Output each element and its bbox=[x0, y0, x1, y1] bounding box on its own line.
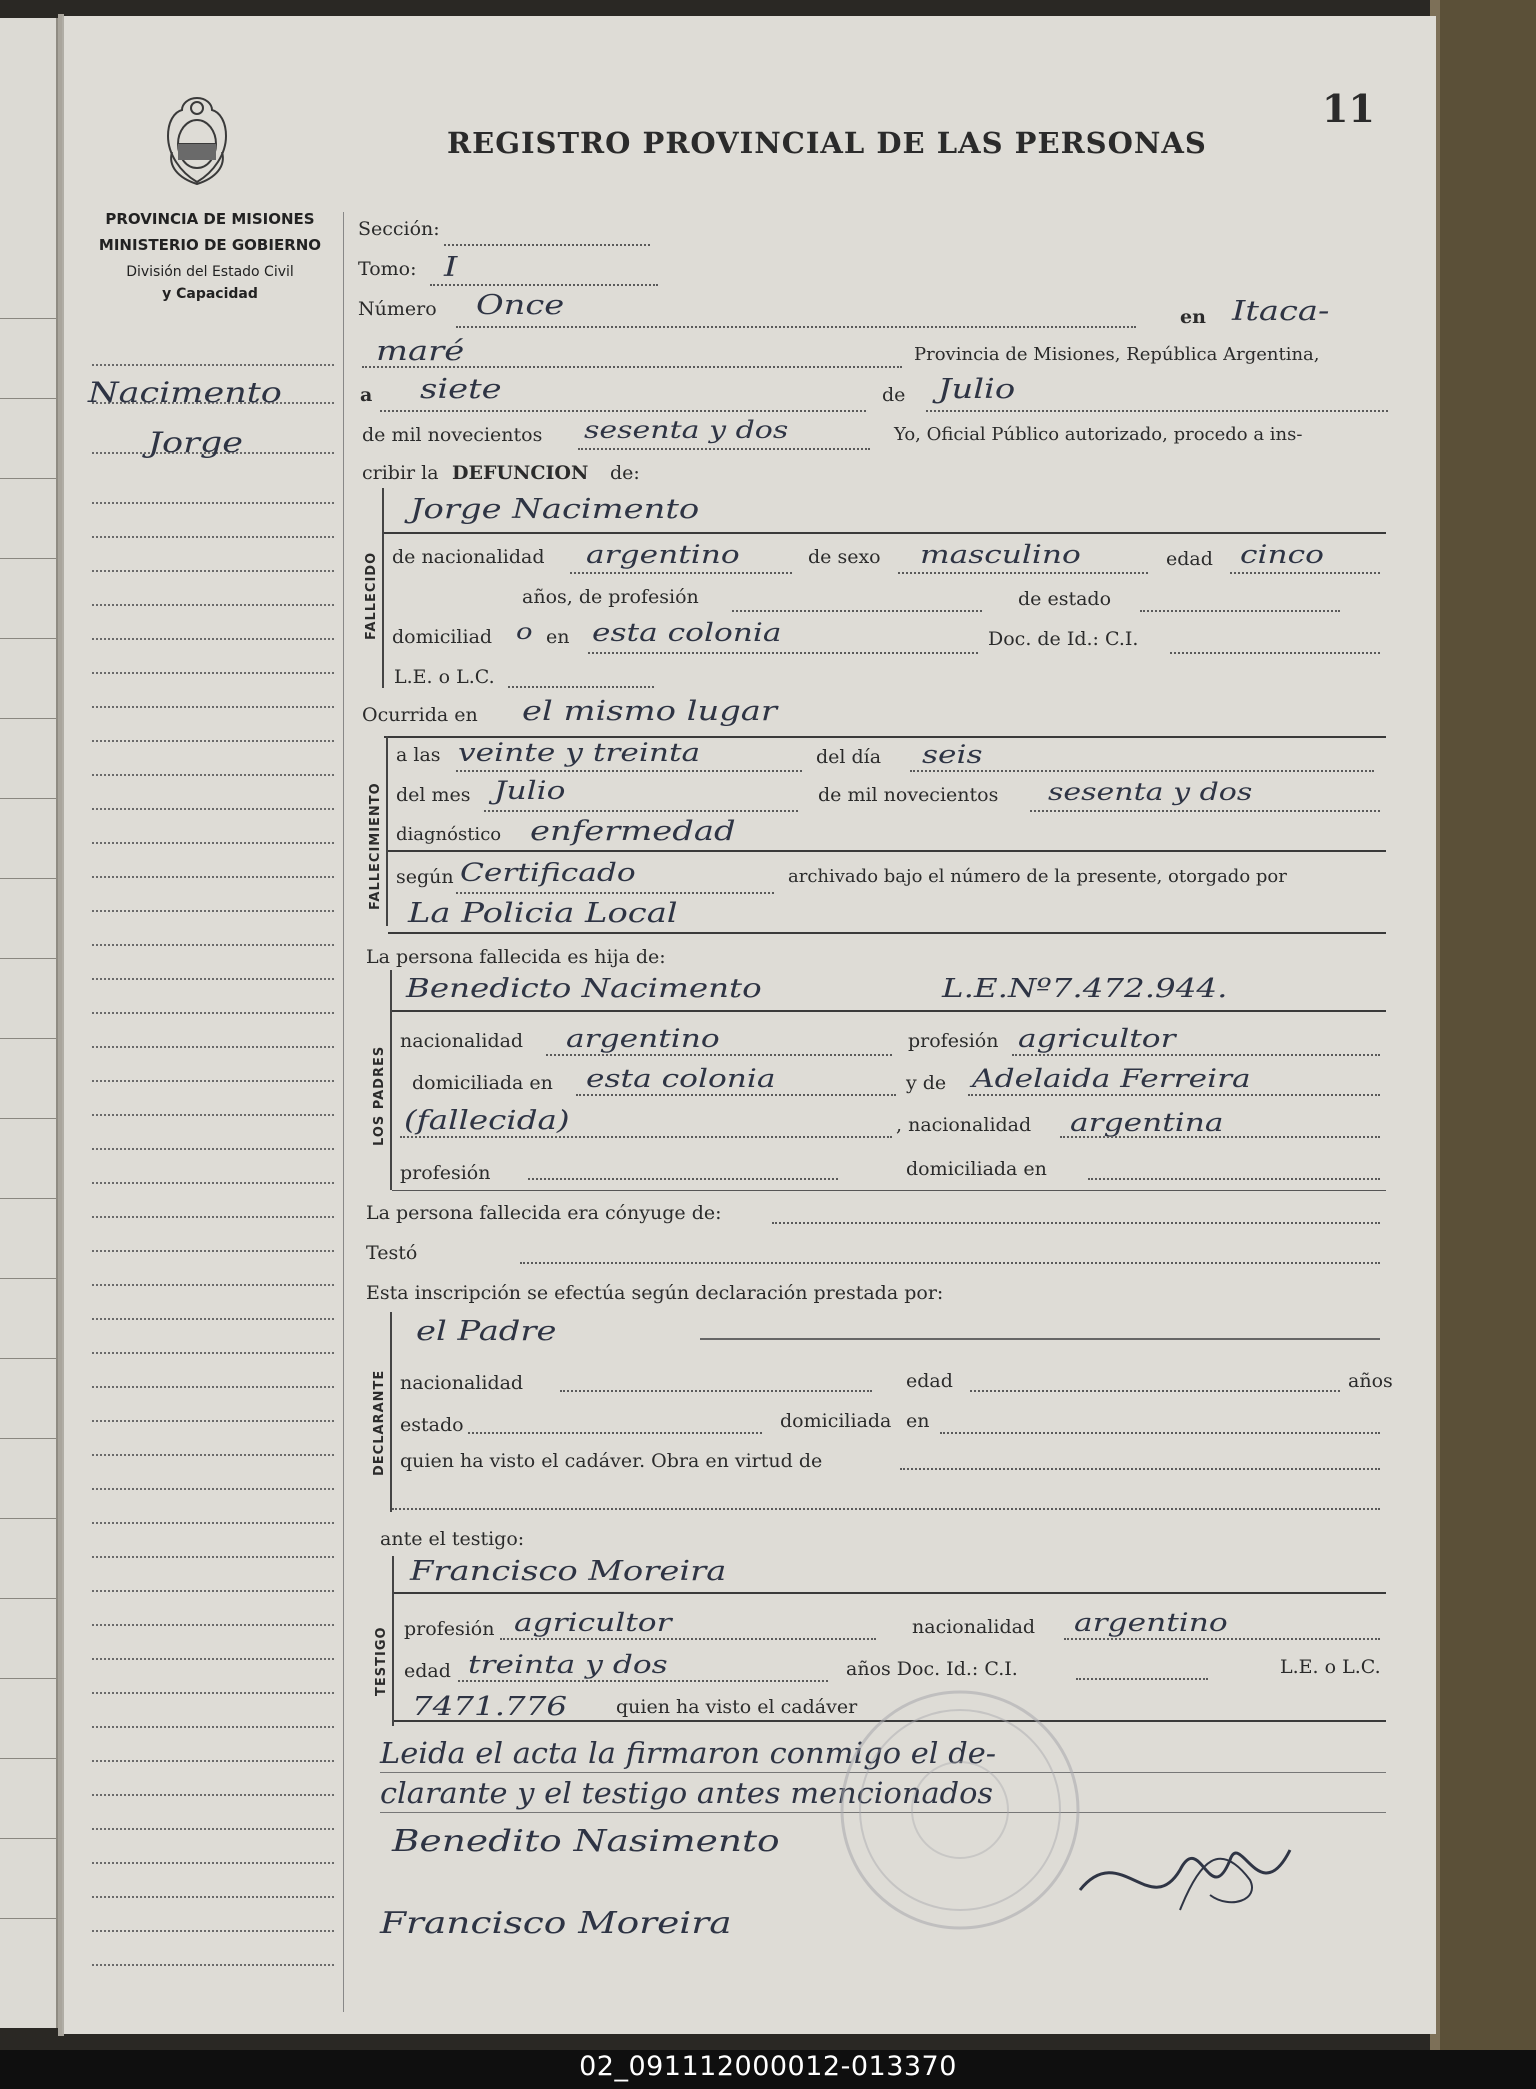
hw-lugar-2: maré bbox=[376, 336, 465, 367]
label-anios-profesion: años, de profesión bbox=[522, 586, 699, 608]
label-testigo-edad: edad bbox=[404, 1660, 451, 1682]
hw-nacionalidad: argentino bbox=[586, 540, 740, 569]
registry-seal-icon bbox=[830, 1680, 1090, 1940]
hw-testigo-prof: agricultor bbox=[514, 1608, 672, 1637]
issuer-division-2: y Capacidad bbox=[162, 286, 258, 302]
hw-ocurrida: el mismo lugar bbox=[522, 696, 778, 727]
label-padre-nacionalidad: nacionalidad bbox=[400, 1030, 524, 1052]
side-label-testigo: TESTIGO bbox=[374, 1626, 389, 1696]
label-testigo-profesion: profesión bbox=[404, 1618, 495, 1640]
page-number: 11 bbox=[1322, 86, 1375, 131]
label-nacionalidad-de: de nacionalidad bbox=[392, 546, 545, 568]
label-decl-en: en bbox=[906, 1410, 930, 1432]
label-madre-nacionalidad: , nacionalidad bbox=[896, 1114, 1032, 1136]
hw-cierre-1: Leida el acta la firmaron conmigo el de- bbox=[380, 1736, 997, 1770]
hw-padre-nac: argentino bbox=[566, 1024, 720, 1053]
hw-madre-nac: argentina bbox=[1070, 1108, 1224, 1137]
label-ocurrida-en: Ocurrida en bbox=[362, 704, 478, 726]
issuer-province: PROVINCIA DE MISIONES bbox=[105, 210, 315, 228]
hw-cierre-2: clarante y el testigo antes mencionados bbox=[380, 1776, 994, 1810]
hw-anio: sesenta y dos bbox=[584, 416, 789, 444]
label-decl-estado: estado bbox=[400, 1414, 464, 1436]
hw-domicilio-o: o bbox=[516, 620, 533, 645]
margin-note-surname: Nacimento bbox=[88, 376, 282, 409]
label-de-sexo: de sexo bbox=[808, 546, 881, 568]
label-numero: Número bbox=[358, 298, 437, 320]
label-de-mes: de bbox=[882, 384, 906, 406]
label-madre-domiciliada: domiciliada en bbox=[906, 1158, 1047, 1180]
label-decl-edad: edad bbox=[906, 1370, 953, 1392]
hw-dia-fall: seis bbox=[922, 740, 983, 769]
hw-dia: siete bbox=[420, 374, 502, 405]
label-decl-domiciliada: domiciliada bbox=[780, 1410, 892, 1432]
label-en: en bbox=[1180, 306, 1206, 328]
hw-padre: Benedicto Nacimento bbox=[406, 974, 762, 1004]
label-del-dia: del día bbox=[816, 746, 882, 768]
page-title: REGISTRO PROVINCIAL DE LAS PERSONAS bbox=[447, 126, 1207, 160]
side-label-los-padres: LOS PADRES bbox=[372, 1045, 387, 1146]
hw-declarante: el Padre bbox=[416, 1316, 557, 1347]
register-page bbox=[62, 16, 1436, 2034]
label-domicilio-en: en bbox=[546, 626, 570, 648]
label-de-estado: de estado bbox=[1018, 588, 1112, 610]
label-decl-nacionalidad: nacionalidad bbox=[400, 1372, 524, 1394]
label-padre-profesion: profesión bbox=[908, 1030, 999, 1052]
hw-padre-doc: L.E.Nº7.472.944. bbox=[942, 974, 1228, 1004]
label-inscribir: cribir la bbox=[362, 462, 439, 484]
hw-sexo: masculino bbox=[920, 540, 1081, 569]
hw-firma-2: Francisco Moreira bbox=[380, 1906, 732, 1941]
hw-hora: veinte y treinta bbox=[458, 738, 701, 767]
label-edad: edad bbox=[1166, 548, 1213, 570]
label-defuncion: DEFUNCION bbox=[452, 462, 589, 484]
hw-fallecido-nombre: Jorge Nacimento bbox=[410, 494, 700, 525]
label-oficial: Yo, Oficial Público autorizado, procedo a ins- bbox=[894, 424, 1303, 445]
label-quien-visto: quien ha visto el cadáver. Obra en virtud de bbox=[400, 1450, 823, 1472]
fallecido-bracket bbox=[382, 488, 384, 688]
label-diagnostico: diagnóstico bbox=[396, 824, 502, 845]
issuer-division: División del Estado Civil bbox=[126, 264, 294, 280]
label-padre-domiciliada: domiciliada en bbox=[412, 1072, 553, 1094]
margin-note-name: Jorge bbox=[148, 426, 243, 459]
hw-otorgado-por: La Policia Local bbox=[408, 898, 678, 929]
hw-testigo: Francisco Moreira bbox=[410, 1556, 727, 1587]
margin-separator bbox=[343, 212, 344, 2012]
label-archivado: archivado bajo el número de la presente, otorgado por bbox=[788, 866, 1287, 887]
declarante-bracket bbox=[390, 1312, 392, 1512]
hw-testigo-nac: argentino bbox=[1074, 1608, 1228, 1637]
label-a: a bbox=[360, 384, 373, 406]
hw-numero: Once bbox=[476, 290, 565, 321]
official-signature-icon bbox=[1060, 1800, 1320, 1930]
issuer-ministry: MINISTERIO DE GOBIERNO bbox=[98, 236, 322, 254]
label-anios-doc: años Doc. Id.: C.I. bbox=[846, 1658, 1018, 1680]
label-hija-de: La persona fallecida es hija de: bbox=[366, 946, 666, 968]
label-segun: según bbox=[396, 866, 454, 888]
hw-testigo-doc: 7471.776 bbox=[412, 1692, 568, 1722]
label-ante-testigo: ante el testigo: bbox=[380, 1528, 525, 1550]
label-declaracion: Esta inscripción se efectúa según declaración prestada por: bbox=[366, 1282, 944, 1304]
label-testigo-le-lc: L.E. o L.C. bbox=[1280, 1656, 1381, 1678]
side-label-fallecido: FALLECIDO bbox=[364, 551, 379, 640]
hw-diagnostico: enfermedad bbox=[530, 816, 736, 847]
testigo-bracket bbox=[392, 1556, 394, 1726]
hw-edad: cinco bbox=[1240, 540, 1324, 569]
hw-madre: Adelaida Ferreira bbox=[972, 1064, 1251, 1093]
label-decl-anios: años bbox=[1348, 1370, 1393, 1392]
hw-lugar-1: Itaca- bbox=[1232, 296, 1330, 327]
label-doc-id: Doc. de Id.: C.I. bbox=[988, 628, 1139, 650]
label-domiciliado: domiciliad bbox=[392, 626, 493, 648]
label-de-colon: de: bbox=[610, 462, 640, 484]
hw-mes: Julio bbox=[938, 374, 1016, 405]
hw-madre-estado: (fallecida) bbox=[404, 1106, 570, 1136]
label-de-mil: de mil novecientos bbox=[362, 424, 543, 446]
hw-testigo-edad: treinta y dos bbox=[468, 1650, 668, 1679]
label-testigo-nacionalidad: nacionalidad bbox=[912, 1616, 1036, 1638]
label-del-mes: del mes bbox=[396, 784, 471, 806]
label-conyuge: La persona fallecida era cónyuge de: bbox=[366, 1202, 722, 1224]
label-a-las: a las bbox=[396, 744, 441, 766]
label-y-de: y de bbox=[906, 1072, 947, 1094]
label-le-lc: L.E. o L.C. bbox=[394, 666, 495, 688]
side-label-fallecimiento: FALLECIMIENTO bbox=[368, 782, 383, 910]
side-label-declarante: DECLARANTE bbox=[372, 1369, 387, 1476]
hw-segun: Certificado bbox=[460, 858, 636, 887]
label-de-mil-nov: de mil novecientos bbox=[818, 784, 999, 806]
hw-domicilio: esta colonia bbox=[592, 618, 782, 647]
label-madre-profesion: profesión bbox=[400, 1162, 491, 1184]
previous-page-edge bbox=[0, 18, 59, 2028]
label-testo: Testó bbox=[366, 1242, 418, 1264]
image-caption: 02_091112000012-013370 bbox=[579, 2051, 957, 2082]
hw-padre-dom: esta colonia bbox=[586, 1064, 776, 1093]
label-provincia: Provincia de Misiones, República Argentina, bbox=[914, 344, 1320, 365]
hw-mes-fall: Julio bbox=[494, 776, 566, 805]
label-quien-visto-t: quien ha visto el cadáver bbox=[616, 1696, 858, 1718]
hw-anio-fall: sesenta y dos bbox=[1048, 778, 1253, 806]
padres-bracket bbox=[390, 970, 392, 1190]
fallecimiento-bracket bbox=[386, 736, 388, 926]
hw-padre-prof: agricultor bbox=[1018, 1024, 1176, 1053]
hw-tomo: I bbox=[444, 252, 458, 283]
label-seccion: Sección: bbox=[358, 218, 440, 240]
coat-of-arms-icon bbox=[158, 92, 236, 188]
label-tomo: Tomo: bbox=[358, 258, 417, 280]
book-cover bbox=[1440, 0, 1536, 2050]
hw-firma-1: Benedito Nasimento bbox=[392, 1824, 780, 1859]
